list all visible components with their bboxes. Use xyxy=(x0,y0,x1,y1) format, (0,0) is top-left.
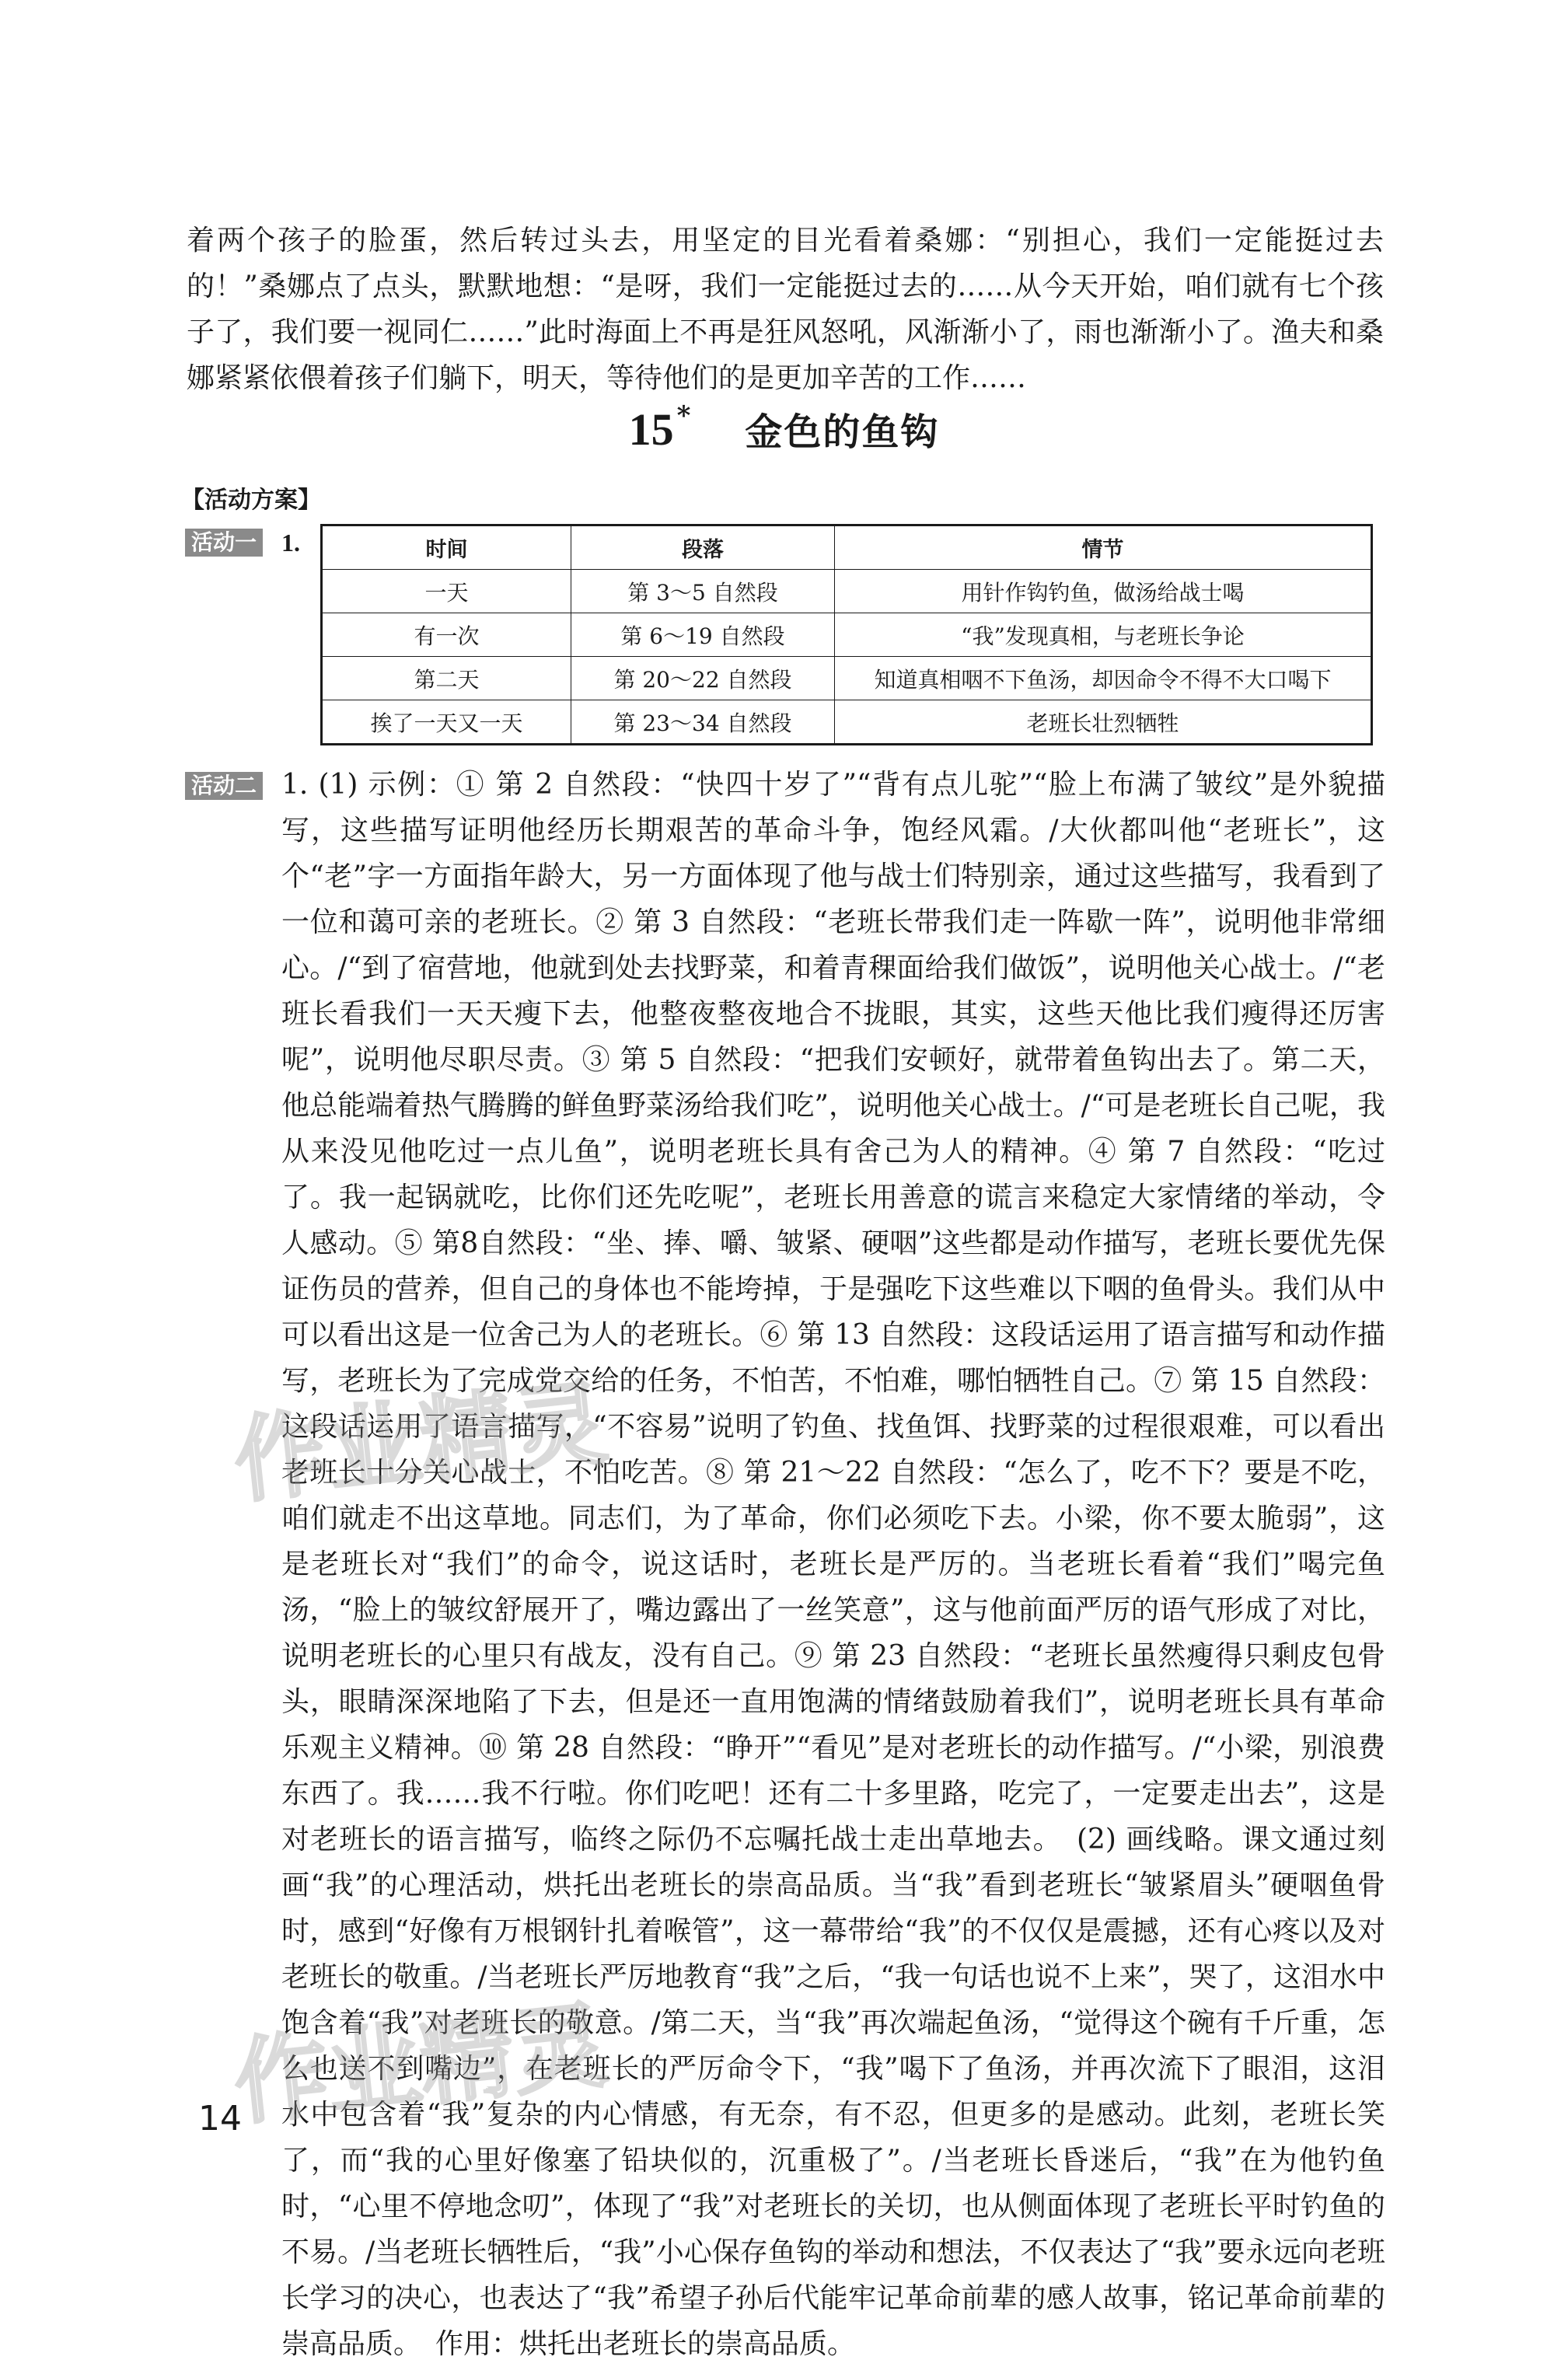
lesson-name: 金色的鱼钩 xyxy=(745,410,940,454)
table-header-cell: 时间 xyxy=(322,525,571,570)
activity-one-tag: 活动一 xyxy=(185,529,263,557)
table-cell: 一天 xyxy=(322,570,571,613)
table-cell: 第 3～5 自然段 xyxy=(571,570,835,613)
optional-lesson-star: * xyxy=(676,400,691,431)
intro-paragraph: 着两个孩子的脸蛋，然后转过头去，用坚定的目光看着桑娜：“别担心，我们一定能挺过去的！”桑娜点了点头，默默地想：“是呀，我们一定能挺过去的……从今天开始，咱们就有七个孩子了，我们要一视同仁……”此时海面上不再是狂风怒吼，风渐渐小了，雨也渐渐小了。渔夫和桑娜紧紧依偎着孩子们躺下，明天，等待他们的是更加辛苦的工作…… xyxy=(187,225,1384,394)
table-cell: 挨了一天又一天 xyxy=(322,700,571,745)
table-row xyxy=(322,570,1372,613)
page-number: 14 xyxy=(198,2099,242,2138)
table-cell: 知道真相咽不下鱼汤，却因命令不得不大口喝下 xyxy=(835,657,1372,700)
table-header-cell: 段落 xyxy=(571,525,835,570)
section-label: 【活动方案】 xyxy=(181,487,321,514)
table-row xyxy=(322,700,1372,745)
table-cell: 第 20～22 自然段 xyxy=(571,657,835,700)
watermark-logo: 作业精灵 xyxy=(229,1370,613,1517)
table-cell: “我”发现真相，与老班长争论 xyxy=(835,613,1372,657)
plot-table xyxy=(320,524,1373,745)
table-cell: 第二天 xyxy=(322,657,571,700)
activity-two-answer: 1. (1) 示例：① 第 2 自然段：“快四十岁了”“背有点儿驼”“脸上布满了皱纹”是外貌描写，这些描写证明他经历长期艰苦的革命斗争，饱经风霜。/大伙都叫他“老班长”，这个“老”字一方面指年龄大，另一方面体现了他与战士们特别亲，通过这些描写，我看到了一位和蔼可亲的老班长。② 第 3 自然段：“老班长带我们走一阵歇一阵”，说明他非常细心。/“到了宿营地，他就到处去找野菜，和着青稞面给我们做饭”，说明他关心战士。/“老班长看我们一天天瘦下去，他整夜整夜地合不拢眼，其实，这些天他比我们瘦得还厉害呢”，说明他尽职尽责。③ 第 5 自然段：“把我们安顿好，就带着鱼钩出去了。第二天，他总能端着热气腾腾的鲜鱼野菜汤给我们吃”，说明他关心战士。/“可是老班长自己呢，我从来没见他吃过一点儿鱼”，说明老班长具有舍己为人的精神。④ 第 7 自然段：“吃过了。我一起锅就吃，比你们还先吃呢”，老班长用善意的谎言来稳定大家情绪的举动，令人感动。⑤ 第8自然段：“坐、捧、嚼、皱紧、硬咽”这些都是动作描写，老班长要优先保证伤员的营养，但自己的身体也不能垮掉，于是强吃下这些难以下咽的鱼骨头。我们从中可以看出这是一位舍己为人的老班长。⑥ 第 13 自然段：这段话运用了语言描写和动作描写，老班长为了完成党交给的任务，不怕苦，不怕难，哪怕牺牲自己。⑦ 第 15 自然段：这段话运用了语言描写，“不容易”说明了钓鱼、找鱼饵、找野菜的过程很艰难，可以看出老班长十分关心战士，不怕吃苦。⑧ 第 21～22 自然段：“怎么了，吃不下？要是不吃，咱们就走不出这草地。同志们，为了革命，你们必须吃下去。小梁，你不要太脆弱”，这是老班长对“我们”的命令，说这话时，老班长是严厉的。当老班长看着“我们”喝完鱼汤，“脸上的皱纹舒展开了，嘴边露出了一丝笑意”，这与他前面严厉的语气形成了对比，说明老班长的心里只有战友，没有自己。⑨ 第 23 自然段：“老班长虽然瘦得只剩皮包骨头，眼睛深深地陷了下去，但是还一直用饱满的情绪鼓励着我们”，说明老班长具有革命乐观主义精神。⑩ 第 28 自然段：“睁开”“看见”是对老班长的动作描写。/“小梁，别浪费东西了。我……我不行啦。你们吃吧！还有二十多里路，吃完了，一定要走出去”，这是对老班长的语言描写，临终之际仍不忘嘱托战士走出草地去。 (2) 画线略。课文通过刻画“我”的心理活动，烘托出老班长的崇高品质。当“我”看到老班长“皱紧眉头”硬咽鱼骨时，感到“好像有万根钢针扎着喉管”，这一幕带给“我”的不仅仅是震撼，还有心疼以及对老班长的敬重。/当老班长严厉地教育“我”之后，“我一句话也说不上来”，哭了，这泪水中饱含着“我”对老班长的敬意。/第二天，当“我”再次端起鱼汤，“觉得这个碗有千斤重，怎么也送不到嘴边”，在老班长的严厉命令下，“我”喝下了鱼汤，并再次流下了眼泪，这泪水中包含着“我”复杂的内心情感，有无奈，有不忍，但更多的是感动。此刻，老班长笑了，而“我的心里好像塞了铅块似的，沉重极了”。/当老班长昏迷后，“我”在为他钓鱼时，“心里不停地念叨”，体现了“我”对老班长的关切，也从侧面体现了老班长平时钓鱼的不易。/当老班长牺牲后，“我”小心保存鱼钩的举动和想法，不仅表达了“我”要永远向老班长学习的决心，也表达了“我”希望子孙后代能牢记革命前辈的感人故事，铭记革命前辈的崇高品质。 作用：烘托出老班长的崇高品质。 xyxy=(281,769,1385,2360)
lesson-title xyxy=(0,400,1568,456)
lesson-number: 15 xyxy=(628,404,674,455)
table-cell: 第 23～34 自然段 xyxy=(571,700,835,745)
table-cell: 有一次 xyxy=(322,613,571,657)
activity-two-tag: 活动二 xyxy=(185,772,263,800)
table-cell: 老班长壮烈牺牲 xyxy=(835,700,1372,745)
table-header-cell: 情节 xyxy=(835,525,1372,570)
table-row xyxy=(322,657,1372,700)
table-header-row xyxy=(322,525,1372,570)
watermark-logo: 作业精灵 xyxy=(229,1992,613,2138)
table-cell: 第 6～19 自然段 xyxy=(571,613,835,657)
table-cell: 用针作钩钓鱼，做汤给战士喝 xyxy=(835,570,1372,613)
table-row xyxy=(322,613,1372,657)
activity-one-item-number: 1. xyxy=(281,529,300,557)
